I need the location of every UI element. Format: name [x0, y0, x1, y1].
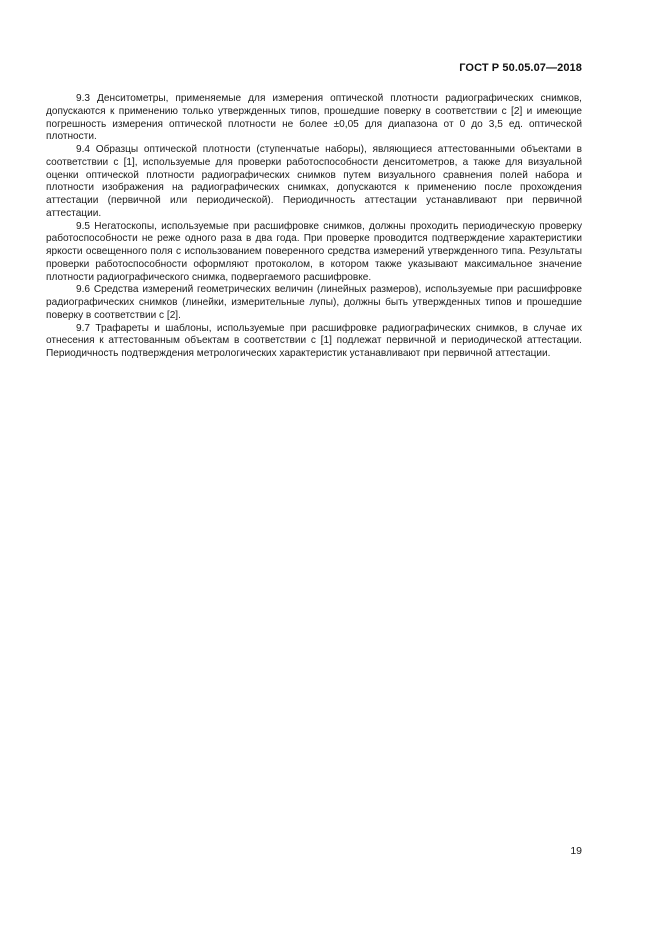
paragraph-9-7: 9.7 Трафареты и шаблоны, используемые при расшифровке радиографических снимков, в случае их отнесения к аттестованным объектам в соответствии с [1] подлежат первичной и периодической аттестации. Периодичность подтверждения метрологических характеристик устанавливают при первичной аттестации. — [46, 322, 582, 359]
standard-code-header: ГОСТ Р 50.05.07—2018 — [459, 62, 582, 74]
section-9-body — [46, 93, 582, 361]
paragraph-9-4: 9.4 Образцы оптической плотности (ступенчатые наборы), являющиеся аттестованными объектами в соответствии с [1], используемые для проверки работоспособности денситометров, а также для визуальной оценки оптической плотности радиографических снимков путем визуального сравнения полей набора и плотности изображения на радиографических снимках, допускаются к применению после прохождения аттестации (первичной или периодической). Периодичность аттестации устанавливают при первичной аттестации. — [46, 144, 582, 219]
page-number: 19 — [570, 845, 582, 857]
paragraph-9-3: 9.3 Денситометры, применяемые для измерения оптической плотности радиографических снимков, допускаются к применению только утвержденных типов, прошедшие поверку в соответствии с [2] и имеющие погрешность измерения оптической плотности не более ±0,05 для диапазона от 0 до 3,5 ед. оптической плотности. — [46, 93, 582, 143]
paragraph-9-5: 9.5 Негатоскопы, используемые при расшифровке снимков, должны проходить периодическую проверку работоспособности не реже одного раза в два года. При проверке проводится подтверждение характеристики яркости освещенного поля с использованием поверенного средства измерений утвержденного типа. Результаты проверки работоспособности оформляют протоколом, в котором также указывают максимальное значение плотности радиографического снимка, подвергаемого расшифровке. — [46, 220, 582, 283]
paragraph-9-6: 9.6 Средства измерений геометрических величин (линейных размеров), используемые при расшифровке радиографических снимков (линейки, измерительные лупы), должны быть утвержденных типов и прошедшие поверку в соответствии с [2]. — [46, 284, 582, 321]
